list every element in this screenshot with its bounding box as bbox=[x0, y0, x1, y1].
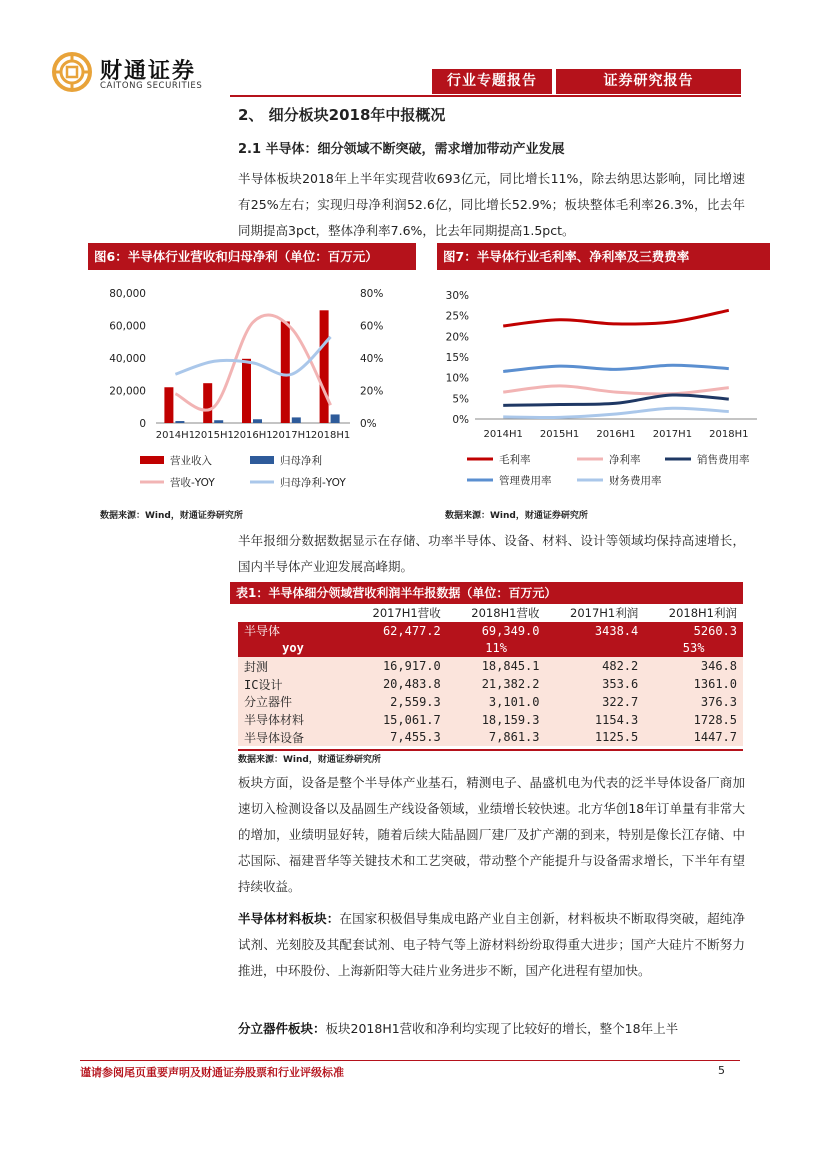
table-header-cell: 2017H1营收 bbox=[348, 604, 447, 622]
table-cell: yoy bbox=[238, 640, 348, 658]
table-header-cell: 2017H1利润 bbox=[546, 604, 645, 622]
table1-source: 数据来源：Wind，财通证券研究所 bbox=[238, 755, 381, 765]
legend-label: 财务费用率 bbox=[609, 475, 662, 487]
table-cell: 1447.7 bbox=[644, 729, 743, 747]
line-net-margin bbox=[503, 386, 729, 394]
x-tick-label: 2018H1 bbox=[310, 430, 351, 441]
y-tick-label: 20% bbox=[445, 331, 469, 344]
page-number: 5 bbox=[718, 1064, 725, 1077]
y2-tick-label: 20% bbox=[360, 385, 384, 398]
table-cell: 21,382.2 bbox=[447, 675, 546, 693]
table-cell: 1361.0 bbox=[644, 675, 743, 693]
y-tick-label: 25% bbox=[445, 310, 469, 323]
table-cell: 18,845.1 bbox=[447, 657, 546, 675]
table-header-cell bbox=[238, 604, 348, 622]
header-divider bbox=[230, 95, 741, 97]
equipment-paragraph: 板块方面，设备是整个半导体产业基石，精测电子、晶盛机电为代表的泛半导体设备厂商加速切入检测设备以及晶圆生产线设备领域，业绩增长较快速。北方华创18年订单量有非常大的增加，业绩明显好转，随着后续大陆晶圆厂建厂及扩产潮的到来，特别是像长江存储、中芯国际、福建晋华等关键技术和工艺突破，带动整个产能提升与设备需求增长，下半年有望持续收益。 bbox=[238, 775, 745, 894]
footer-divider bbox=[80, 1060, 740, 1061]
y-tick-label: 20,000 bbox=[109, 385, 146, 398]
legend-label: 归母净利 bbox=[280, 455, 322, 467]
x-tick-label: 2015H1 bbox=[194, 430, 234, 441]
table-row bbox=[238, 622, 743, 640]
report-type-tag: 行业专题报告 bbox=[432, 69, 552, 94]
y-tick-label: 40,000 bbox=[109, 353, 146, 365]
discrete-paragraph bbox=[238, 1016, 745, 1042]
x-tick-label: 2017H1 bbox=[272, 430, 312, 441]
materials-paragraph bbox=[238, 906, 745, 984]
bar-net-profit bbox=[175, 421, 184, 423]
bar-revenue bbox=[242, 359, 251, 423]
figure6-source: 数据来源：Wind，财通证券研究所 bbox=[100, 511, 243, 521]
table-cell: 53% bbox=[644, 640, 743, 658]
table-cell: 半导体设备 bbox=[238, 729, 348, 747]
table-header-row bbox=[238, 604, 743, 622]
table-row bbox=[238, 640, 743, 658]
discrete-label: 分立器件板块： bbox=[238, 1021, 326, 1036]
table-cell: 11% bbox=[447, 640, 546, 658]
table-cell bbox=[546, 640, 645, 658]
bar-revenue bbox=[203, 383, 212, 423]
table-cell: 1154.3 bbox=[546, 711, 645, 729]
x-tick-label: 2015H1 bbox=[539, 429, 580, 440]
discrete-text: 板块2018H1营收和净利均实现了比较好的增长，整个18年上半 bbox=[325, 1021, 679, 1036]
table-cell: 16,917.0 bbox=[348, 657, 447, 675]
table-cell: 20,483.8 bbox=[348, 675, 447, 693]
legend-label: 销售费用率 bbox=[697, 454, 750, 466]
bar-revenue bbox=[320, 310, 329, 423]
table-cell: 7,861.3 bbox=[447, 729, 546, 747]
legend-label: 营业收入 bbox=[170, 455, 212, 467]
report-category-tag: 证券研究报告 bbox=[556, 69, 741, 94]
y2-tick-label: 0% bbox=[360, 418, 377, 430]
x-tick-label: 2016H1 bbox=[596, 429, 636, 440]
table-cell: 封测 bbox=[238, 657, 348, 675]
x-tick-label: 2014H1 bbox=[155, 430, 196, 441]
table-cell: 69,349.0 bbox=[447, 622, 546, 640]
legend-label: 归母净利-YOY bbox=[280, 477, 346, 489]
materials-text: 在国家积极倡导集成电路产业自主创新，材料板块不断取得突破，超纯净试剂、光刻胶及其配套试剂、电子特气等上游材料纷纷取得重大进步；国产大硅片不断努力推进，中环股份、上海新阳等大硅片业务进步不断，国产化进程有望加快。 bbox=[238, 911, 745, 978]
x-tick-label: 2014H1 bbox=[483, 429, 523, 440]
x-tick-label: 2017H1 bbox=[652, 429, 693, 440]
table-cell: 376.3 bbox=[644, 693, 743, 711]
y-tick-label: 0% bbox=[452, 414, 469, 426]
table-cell: 353.6 bbox=[546, 675, 645, 693]
y2-tick-label: 60% bbox=[360, 320, 384, 333]
bar-net-profit bbox=[253, 419, 262, 423]
y-tick-label: 15% bbox=[445, 352, 469, 364]
bar-net-profit bbox=[331, 414, 340, 423]
legend-label: 净利率 bbox=[609, 454, 641, 466]
table-row bbox=[238, 711, 743, 729]
table-cell: 半导体 bbox=[238, 622, 348, 640]
legend-swatch bbox=[140, 456, 164, 464]
table-cell: 3,101.0 bbox=[447, 693, 546, 711]
bar-net-profit bbox=[214, 420, 223, 423]
table-cell: 7,455.3 bbox=[348, 729, 447, 747]
table-cell: 分立器件 bbox=[238, 693, 348, 711]
y2-tick-label: 80% bbox=[360, 288, 384, 300]
section-title: 2、 细分板块2018年中报概况 bbox=[238, 106, 446, 124]
table-cell: 346.8 bbox=[644, 657, 743, 675]
line-admin-expense bbox=[503, 365, 729, 371]
table-row bbox=[238, 693, 743, 711]
table-cell: 15,061.7 bbox=[348, 711, 447, 729]
intro-paragraph: 半导体板块2018年上半年实现营收693亿元，同比增长11%，除去纳思达影响，同比增速有25%左右；实现归母净利润52.6亿，同比增长52.9%；板块整体毛利率26.3%，比去年同期提高3pct，整体净利率7.6%，比去年同期提高1.5pct。 bbox=[238, 171, 745, 238]
bar-revenue bbox=[164, 387, 173, 423]
legend-label: 毛利率 bbox=[499, 454, 531, 466]
table-cell bbox=[348, 640, 447, 658]
table-cell: 2,559.3 bbox=[348, 693, 447, 711]
table-cell: 482.2 bbox=[546, 657, 645, 675]
legend-swatch bbox=[250, 456, 274, 464]
table-cell: 322.7 bbox=[546, 693, 645, 711]
y-tick-label: 10% bbox=[445, 372, 469, 385]
x-tick-label: 2016H1 bbox=[233, 430, 273, 441]
table-cell: 5260.3 bbox=[644, 622, 743, 640]
footer-disclaimer: 谨请参阅尾页重要声明及财通证券股票和行业评级标准 bbox=[80, 1066, 344, 1079]
y-tick-label: 60,000 bbox=[109, 320, 146, 333]
table1-title: 表1：半导体细分领域营收利润半年报数据（单位：百万元） bbox=[230, 582, 743, 604]
table-row bbox=[238, 675, 743, 693]
table1 bbox=[238, 604, 743, 746]
line-gross-margin bbox=[503, 310, 729, 326]
subsection-title: 2.1 半导体：细分领域不断突破，需求增加带动产业发展 bbox=[238, 142, 565, 157]
y-tick-label: 0 bbox=[139, 418, 146, 430]
table-row bbox=[238, 657, 743, 675]
figure7-chart bbox=[437, 275, 770, 505]
y-tick-label: 80,000 bbox=[109, 288, 146, 300]
materials-label: 半导体材料板块： bbox=[238, 911, 340, 926]
segment-paragraph: 半年报细分数据数据显示在存储、功率半导体、设备、材料、设计等领域均保持高速增长，国内半导体产业迎发展高峰期。 bbox=[238, 533, 745, 574]
figure7-source: 数据来源：Wind，财通证券研究所 bbox=[445, 511, 588, 521]
table-header-cell: 2018H1利润 bbox=[644, 604, 743, 622]
legend-label: 管理费用率 bbox=[499, 475, 552, 487]
table-cell: IC设计 bbox=[238, 675, 348, 693]
figure6-title: 图6：半导体行业营收和归母净利（单位：百万元） bbox=[88, 243, 416, 270]
line-selling-expense bbox=[503, 395, 729, 405]
caitong-logo-icon bbox=[52, 52, 92, 92]
table-cell: 3438.4 bbox=[546, 622, 645, 640]
logo-text-en: CAITONG SECURITIES bbox=[100, 81, 203, 91]
table-bottom-rule bbox=[238, 749, 743, 751]
y-tick-label: 30% bbox=[445, 290, 469, 302]
bar-revenue bbox=[281, 321, 290, 423]
table-cell: 18,159.3 bbox=[447, 711, 546, 729]
bar-net-profit bbox=[292, 417, 301, 423]
table-cell: 62,477.2 bbox=[348, 622, 447, 640]
table-cell: 1728.5 bbox=[644, 711, 743, 729]
table-row bbox=[238, 729, 743, 747]
figure7-title: 图7：半导体行业毛利率、净利率及三费费率 bbox=[437, 243, 770, 270]
x-tick-label: 2018H1 bbox=[709, 429, 749, 440]
table-cell: 1125.5 bbox=[546, 729, 645, 747]
table-header-cell: 2018H1营收 bbox=[447, 604, 546, 622]
legend-label: 营收-YOY bbox=[170, 477, 215, 489]
figure6-chart bbox=[88, 275, 418, 505]
y2-tick-label: 40% bbox=[360, 353, 384, 365]
table-cell: 半导体材料 bbox=[238, 711, 348, 729]
line-finance-expense bbox=[503, 408, 729, 417]
y-tick-label: 5% bbox=[452, 393, 469, 406]
logo-text-cn: 财通证券 bbox=[100, 58, 197, 84]
